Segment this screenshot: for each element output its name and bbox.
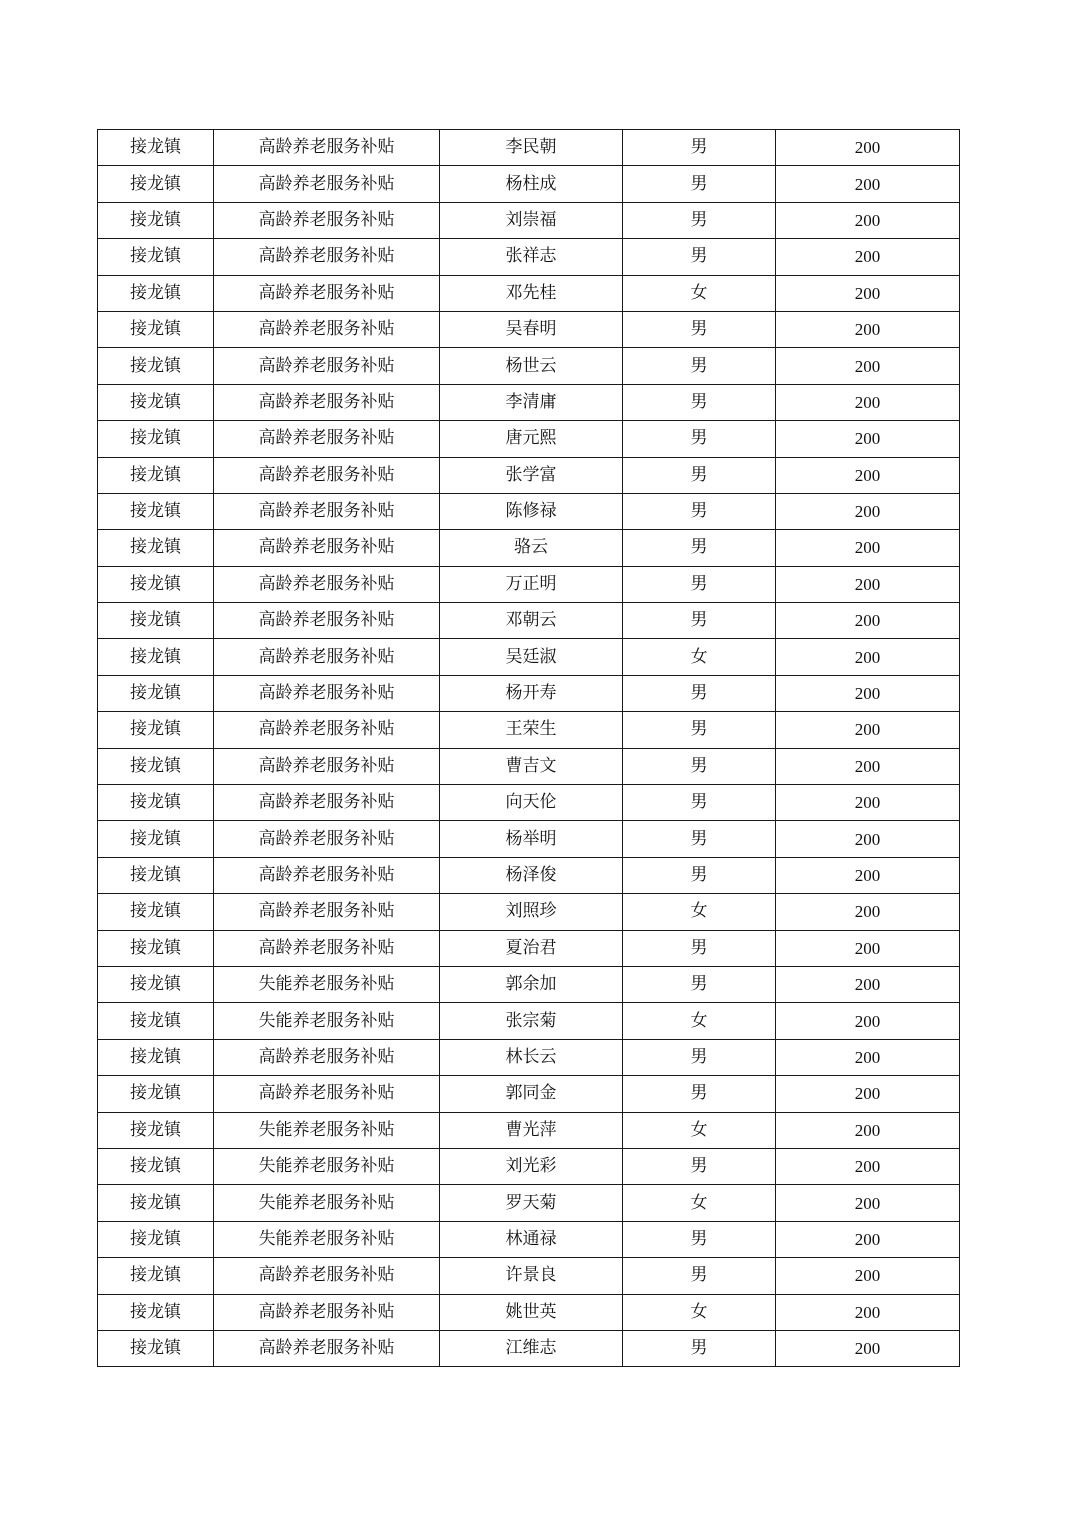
gender-cell: 男 xyxy=(623,785,776,821)
gender-cell: 男 xyxy=(623,348,776,384)
subsidy-type-cell: 高龄养老服务补贴 xyxy=(214,894,440,930)
table-row xyxy=(98,166,960,202)
amount-cell: 200 xyxy=(776,675,960,711)
subsidy-type-cell: 失能养老服务补贴 xyxy=(214,1148,440,1184)
gender-cell: 男 xyxy=(623,1221,776,1257)
gender-cell: 男 xyxy=(623,748,776,784)
name-cell: 邓朝云 xyxy=(440,603,623,639)
amount-cell: 200 xyxy=(776,530,960,566)
table-row xyxy=(98,1112,960,1148)
gender-cell: 男 xyxy=(623,239,776,275)
name-cell: 杨泽俊 xyxy=(440,857,623,893)
subsidy-type-cell: 高龄养老服务补贴 xyxy=(214,384,440,420)
table-row xyxy=(98,1185,960,1221)
amount-cell: 200 xyxy=(776,130,960,166)
table-row xyxy=(98,1148,960,1184)
table-row xyxy=(98,1330,960,1366)
table-row xyxy=(98,202,960,238)
subsidy-type-cell: 高龄养老服务补贴 xyxy=(214,785,440,821)
gender-cell: 男 xyxy=(623,1258,776,1294)
town-cell: 接龙镇 xyxy=(98,675,214,711)
table-row xyxy=(98,384,960,420)
town-cell: 接龙镇 xyxy=(98,603,214,639)
town-cell: 接龙镇 xyxy=(98,530,214,566)
gender-cell: 女 xyxy=(623,1294,776,1330)
amount-cell: 200 xyxy=(776,348,960,384)
town-cell: 接龙镇 xyxy=(98,1003,214,1039)
amount-cell: 200 xyxy=(776,821,960,857)
subsidy-type-cell: 高龄养老服务补贴 xyxy=(214,130,440,166)
amount-cell: 200 xyxy=(776,603,960,639)
amount-cell: 200 xyxy=(776,457,960,493)
name-cell: 刘崇福 xyxy=(440,202,623,238)
name-cell: 刘光彩 xyxy=(440,1148,623,1184)
town-cell: 接龙镇 xyxy=(98,1185,214,1221)
table-row xyxy=(98,493,960,529)
table-row xyxy=(98,421,960,457)
name-cell: 唐元熙 xyxy=(440,421,623,457)
gender-cell: 男 xyxy=(623,821,776,857)
town-cell: 接龙镇 xyxy=(98,966,214,1002)
amount-cell: 200 xyxy=(776,1330,960,1366)
amount-cell: 200 xyxy=(776,639,960,675)
town-cell: 接龙镇 xyxy=(98,457,214,493)
name-cell: 吴廷淑 xyxy=(440,639,623,675)
gender-cell: 女 xyxy=(623,1003,776,1039)
gender-cell: 男 xyxy=(623,1330,776,1366)
town-cell: 接龙镇 xyxy=(98,311,214,347)
table-row xyxy=(98,821,960,857)
amount-cell: 200 xyxy=(776,712,960,748)
amount-cell: 200 xyxy=(776,275,960,311)
town-cell: 接龙镇 xyxy=(98,930,214,966)
table-row xyxy=(98,348,960,384)
town-cell: 接龙镇 xyxy=(98,712,214,748)
subsidy-type-cell: 失能养老服务补贴 xyxy=(214,1003,440,1039)
subsidy-type-cell: 高龄养老服务补贴 xyxy=(214,530,440,566)
gender-cell: 男 xyxy=(623,384,776,420)
name-cell: 江维志 xyxy=(440,1330,623,1366)
name-cell: 万正明 xyxy=(440,566,623,602)
table-row xyxy=(98,748,960,784)
gender-cell: 男 xyxy=(623,202,776,238)
town-cell: 接龙镇 xyxy=(98,239,214,275)
subsidy-type-cell: 失能养老服务补贴 xyxy=(214,966,440,1002)
table-row xyxy=(98,930,960,966)
name-cell: 杨世云 xyxy=(440,348,623,384)
name-cell: 林长云 xyxy=(440,1039,623,1075)
table-row xyxy=(98,712,960,748)
gender-cell: 男 xyxy=(623,966,776,1002)
gender-cell: 男 xyxy=(623,311,776,347)
amount-cell: 200 xyxy=(776,748,960,784)
name-cell: 吴春明 xyxy=(440,311,623,347)
table-row xyxy=(98,1003,960,1039)
gender-cell: 女 xyxy=(623,894,776,930)
name-cell: 夏治君 xyxy=(440,930,623,966)
gender-cell: 女 xyxy=(623,639,776,675)
table-row xyxy=(98,1294,960,1330)
subsidy-type-cell: 高龄养老服务补贴 xyxy=(214,930,440,966)
town-cell: 接龙镇 xyxy=(98,1221,214,1257)
amount-cell: 200 xyxy=(776,1003,960,1039)
table-row xyxy=(98,857,960,893)
table-row xyxy=(98,239,960,275)
amount-cell: 200 xyxy=(776,857,960,893)
amount-cell: 200 xyxy=(776,1294,960,1330)
subsidy-type-cell: 高龄养老服务补贴 xyxy=(214,1258,440,1294)
table-row xyxy=(98,1221,960,1257)
table-row xyxy=(98,1258,960,1294)
amount-cell: 200 xyxy=(776,566,960,602)
amount-cell: 200 xyxy=(776,384,960,420)
town-cell: 接龙镇 xyxy=(98,275,214,311)
town-cell: 接龙镇 xyxy=(98,821,214,857)
gender-cell: 男 xyxy=(623,1076,776,1112)
subsidy-type-cell: 高龄养老服务补贴 xyxy=(214,639,440,675)
town-cell: 接龙镇 xyxy=(98,1330,214,1366)
name-cell: 郭余加 xyxy=(440,966,623,1002)
name-cell: 向天伦 xyxy=(440,785,623,821)
subsidy-type-cell: 高龄养老服务补贴 xyxy=(214,857,440,893)
table-row xyxy=(98,311,960,347)
table-row xyxy=(98,894,960,930)
gender-cell: 女 xyxy=(623,1112,776,1148)
subsidy-type-cell: 高龄养老服务补贴 xyxy=(214,821,440,857)
amount-cell: 200 xyxy=(776,930,960,966)
table-row xyxy=(98,530,960,566)
gender-cell: 男 xyxy=(623,530,776,566)
subsidy-type-cell: 高龄养老服务补贴 xyxy=(214,1076,440,1112)
amount-cell: 200 xyxy=(776,239,960,275)
subsidy-type-cell: 高龄养老服务补贴 xyxy=(214,348,440,384)
amount-cell: 200 xyxy=(776,1039,960,1075)
gender-cell: 男 xyxy=(623,930,776,966)
town-cell: 接龙镇 xyxy=(98,1039,214,1075)
table-row xyxy=(98,1076,960,1112)
town-cell: 接龙镇 xyxy=(98,1076,214,1112)
name-cell: 曹吉文 xyxy=(440,748,623,784)
name-cell: 林通禄 xyxy=(440,1221,623,1257)
subsidy-type-cell: 失能养老服务补贴 xyxy=(214,1221,440,1257)
table-row xyxy=(98,457,960,493)
subsidy-type-cell: 高龄养老服务补贴 xyxy=(214,275,440,311)
amount-cell: 200 xyxy=(776,493,960,529)
amount-cell: 200 xyxy=(776,421,960,457)
subsidy-type-cell: 高龄养老服务补贴 xyxy=(214,1330,440,1366)
town-cell: 接龙镇 xyxy=(98,202,214,238)
name-cell: 张宗菊 xyxy=(440,1003,623,1039)
subsidy-type-cell: 高龄养老服务补贴 xyxy=(214,1294,440,1330)
amount-cell: 200 xyxy=(776,1148,960,1184)
amount-cell: 200 xyxy=(776,166,960,202)
gender-cell: 男 xyxy=(623,1039,776,1075)
subsidy-type-cell: 高龄养老服务补贴 xyxy=(214,603,440,639)
table-body xyxy=(98,130,960,1367)
subsidy-type-cell: 失能养老服务补贴 xyxy=(214,1185,440,1221)
gender-cell: 男 xyxy=(623,675,776,711)
name-cell: 骆云 xyxy=(440,530,623,566)
subsidy-type-cell: 高龄养老服务补贴 xyxy=(214,712,440,748)
gender-cell: 女 xyxy=(623,275,776,311)
subsidy-type-cell: 高龄养老服务补贴 xyxy=(214,675,440,711)
town-cell: 接龙镇 xyxy=(98,1148,214,1184)
name-cell: 刘照珍 xyxy=(440,894,623,930)
subsidy-type-cell: 失能养老服务补贴 xyxy=(214,1112,440,1148)
table-row xyxy=(98,566,960,602)
table-row xyxy=(98,785,960,821)
name-cell: 杨开寿 xyxy=(440,675,623,711)
town-cell: 接龙镇 xyxy=(98,1112,214,1148)
table-row xyxy=(98,275,960,311)
name-cell: 郭同金 xyxy=(440,1076,623,1112)
amount-cell: 200 xyxy=(776,1221,960,1257)
subsidy-type-cell: 高龄养老服务补贴 xyxy=(214,493,440,529)
subsidy-table xyxy=(97,129,960,1367)
amount-cell: 200 xyxy=(776,202,960,238)
name-cell: 许景良 xyxy=(440,1258,623,1294)
name-cell: 杨举明 xyxy=(440,821,623,857)
name-cell: 杨柱成 xyxy=(440,166,623,202)
name-cell: 李清庸 xyxy=(440,384,623,420)
name-cell: 邓先桂 xyxy=(440,275,623,311)
town-cell: 接龙镇 xyxy=(98,894,214,930)
name-cell: 张学富 xyxy=(440,457,623,493)
subsidy-type-cell: 高龄养老服务补贴 xyxy=(214,421,440,457)
subsidy-type-cell: 高龄养老服务补贴 xyxy=(214,311,440,347)
town-cell: 接龙镇 xyxy=(98,857,214,893)
town-cell: 接龙镇 xyxy=(98,1258,214,1294)
gender-cell: 男 xyxy=(623,712,776,748)
town-cell: 接龙镇 xyxy=(98,785,214,821)
name-cell: 李民朝 xyxy=(440,130,623,166)
amount-cell: 200 xyxy=(776,785,960,821)
name-cell: 王荣生 xyxy=(440,712,623,748)
name-cell: 姚世英 xyxy=(440,1294,623,1330)
gender-cell: 男 xyxy=(623,566,776,602)
gender-cell: 男 xyxy=(623,130,776,166)
town-cell: 接龙镇 xyxy=(98,384,214,420)
table-row xyxy=(98,603,960,639)
town-cell: 接龙镇 xyxy=(98,1294,214,1330)
table-row xyxy=(98,130,960,166)
name-cell: 陈修禄 xyxy=(440,493,623,529)
subsidy-type-cell: 高龄养老服务补贴 xyxy=(214,748,440,784)
gender-cell: 男 xyxy=(623,457,776,493)
amount-cell: 200 xyxy=(776,1185,960,1221)
amount-cell: 200 xyxy=(776,894,960,930)
name-cell: 张祥志 xyxy=(440,239,623,275)
gender-cell: 男 xyxy=(623,493,776,529)
subsidy-type-cell: 高龄养老服务补贴 xyxy=(214,202,440,238)
amount-cell: 200 xyxy=(776,1112,960,1148)
table-row xyxy=(98,675,960,711)
town-cell: 接龙镇 xyxy=(98,421,214,457)
town-cell: 接龙镇 xyxy=(98,748,214,784)
town-cell: 接龙镇 xyxy=(98,639,214,675)
town-cell: 接龙镇 xyxy=(98,348,214,384)
town-cell: 接龙镇 xyxy=(98,130,214,166)
name-cell: 曹光萍 xyxy=(440,1112,623,1148)
town-cell: 接龙镇 xyxy=(98,493,214,529)
subsidy-type-cell: 高龄养老服务补贴 xyxy=(214,1039,440,1075)
amount-cell: 200 xyxy=(776,1076,960,1112)
gender-cell: 女 xyxy=(623,1185,776,1221)
subsidy-type-cell: 高龄养老服务补贴 xyxy=(214,239,440,275)
amount-cell: 200 xyxy=(776,311,960,347)
gender-cell: 男 xyxy=(623,166,776,202)
subsidy-type-cell: 高龄养老服务补贴 xyxy=(214,166,440,202)
subsidy-type-cell: 高龄养老服务补贴 xyxy=(214,457,440,493)
table-row xyxy=(98,639,960,675)
table-row xyxy=(98,966,960,1002)
gender-cell: 男 xyxy=(623,857,776,893)
town-cell: 接龙镇 xyxy=(98,166,214,202)
gender-cell: 男 xyxy=(623,421,776,457)
town-cell: 接龙镇 xyxy=(98,566,214,602)
subsidy-type-cell: 高龄养老服务补贴 xyxy=(214,566,440,602)
gender-cell: 男 xyxy=(623,603,776,639)
gender-cell: 男 xyxy=(623,1148,776,1184)
amount-cell: 200 xyxy=(776,1258,960,1294)
amount-cell: 200 xyxy=(776,966,960,1002)
table-row xyxy=(98,1039,960,1075)
name-cell: 罗天菊 xyxy=(440,1185,623,1221)
